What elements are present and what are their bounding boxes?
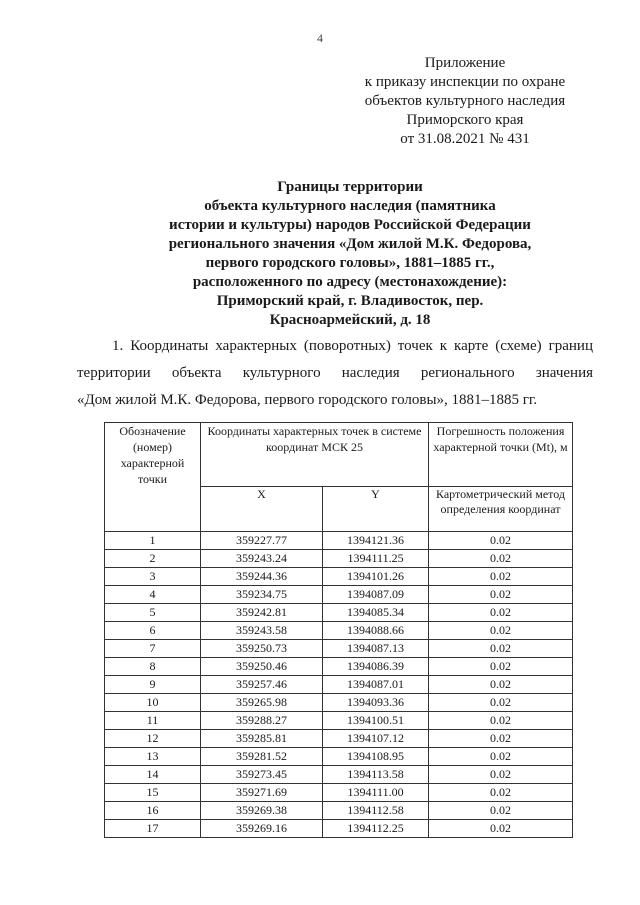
table-row xyxy=(105,766,573,784)
cell-point-number: 15 xyxy=(105,784,201,802)
title-line: Границы территории xyxy=(277,179,423,195)
header-method: Картометрический метод определения координат xyxy=(429,487,573,532)
cell-y: 1394087.13 xyxy=(323,640,429,658)
cell-y: 1394100.51 xyxy=(323,712,429,730)
cell-y: 1394108.95 xyxy=(323,748,429,766)
cell-point-number: 4 xyxy=(105,586,201,604)
table-body xyxy=(105,532,573,838)
table-row xyxy=(105,532,573,550)
cell-x: 359234.75 xyxy=(201,586,323,604)
title-line: Приморский край, г. Владивосток, пер. xyxy=(216,293,484,309)
cell-point-number: 17 xyxy=(105,820,201,838)
appendix-line: от 31.08.2021 № 431 xyxy=(400,131,530,147)
header-coordinates: Координаты характерных точек в системе координат МСК 25 xyxy=(201,423,429,487)
cell-x: 359242.81 xyxy=(201,604,323,622)
table-row xyxy=(105,748,573,766)
appendix-line: к приказу инспекции по охране xyxy=(364,74,566,90)
cell-x: 359227.77 xyxy=(201,532,323,550)
table-row xyxy=(105,604,573,622)
cell-x: 359265.98 xyxy=(201,694,323,712)
title-line: регионального значения «Дом жилой М.К. Федорова, xyxy=(168,236,532,252)
cell-point-number: 16 xyxy=(105,802,201,820)
header-point-number: Обозначение (номер) характерной точки xyxy=(105,423,201,532)
cell-x: 359243.24 xyxy=(201,550,323,568)
cell-error: 0.02 xyxy=(429,820,573,838)
paragraph-line: территории объекта культурного наследия регионального значения xyxy=(77,365,593,381)
document-title xyxy=(150,178,550,330)
coordinates-table xyxy=(104,422,573,838)
cell-error: 0.02 xyxy=(429,712,573,730)
header-error: Погрешность положения характерной точки (Mt), м xyxy=(429,423,573,487)
title-line: расположенного по адресу (местонахождение): xyxy=(192,274,508,290)
cell-error: 0.02 xyxy=(429,748,573,766)
cell-x: 359243.58 xyxy=(201,622,323,640)
cell-point-number: 8 xyxy=(105,658,201,676)
cell-y: 1394112.25 xyxy=(323,820,429,838)
cell-error: 0.02 xyxy=(429,676,573,694)
paragraph-line: 1. Координаты характерных (поворотных) точек к карте (схеме) границ xyxy=(112,338,593,354)
cell-x: 359257.46 xyxy=(201,676,323,694)
cell-y: 1394111.25 xyxy=(323,550,429,568)
cell-error: 0.02 xyxy=(429,568,573,586)
cell-y: 1394121.36 xyxy=(323,532,429,550)
table-row xyxy=(105,802,573,820)
body-paragraph xyxy=(77,333,593,414)
cell-point-number: 2 xyxy=(105,550,201,568)
cell-y: 1394086.39 xyxy=(323,658,429,676)
cell-point-number: 7 xyxy=(105,640,201,658)
cell-x: 359288.27 xyxy=(201,712,323,730)
cell-point-number: 9 xyxy=(105,676,201,694)
paragraph-line: «Дом жилой М.К. Федорова, первого городского головы», 1881–1885 гг. xyxy=(77,392,538,408)
cell-x: 359281.52 xyxy=(201,748,323,766)
cell-error: 0.02 xyxy=(429,784,573,802)
cell-error: 0.02 xyxy=(429,550,573,568)
table-row xyxy=(105,712,573,730)
cell-y: 1394101.26 xyxy=(323,568,429,586)
cell-y: 1394112.58 xyxy=(323,802,429,820)
page-number: 4 xyxy=(317,31,323,45)
cell-x: 359285.81 xyxy=(201,730,323,748)
table-row xyxy=(105,730,573,748)
cell-x: 359250.73 xyxy=(201,640,323,658)
appendix-block xyxy=(340,54,590,149)
header-y: Y xyxy=(323,487,429,532)
cell-y: 1394107.12 xyxy=(323,730,429,748)
cell-point-number: 11 xyxy=(105,712,201,730)
table-row xyxy=(105,586,573,604)
cell-point-number: 12 xyxy=(105,730,201,748)
cell-y: 1394111.00 xyxy=(323,784,429,802)
cell-x: 359269.16 xyxy=(201,820,323,838)
cell-error: 0.02 xyxy=(429,586,573,604)
cell-x: 359244.36 xyxy=(201,568,323,586)
appendix-line: объектов культурного наследия xyxy=(364,93,566,109)
title-line: истории и культуры) народов Российской Федерации xyxy=(169,217,531,233)
cell-x: 359271.69 xyxy=(201,784,323,802)
table-row xyxy=(105,694,573,712)
table-row xyxy=(105,784,573,802)
cell-y: 1394087.01 xyxy=(323,676,429,694)
title-line: Красноармейский, д. 18 xyxy=(269,312,431,328)
cell-point-number: 1 xyxy=(105,532,201,550)
table-row xyxy=(105,658,573,676)
cell-error: 0.02 xyxy=(429,640,573,658)
table-row xyxy=(105,820,573,838)
title-line: первого городского головы», 1881–1885 гг., xyxy=(205,255,495,271)
cell-y: 1394087.09 xyxy=(323,586,429,604)
table-row xyxy=(105,550,573,568)
cell-y: 1394113.58 xyxy=(323,766,429,784)
header-x: X xyxy=(201,487,323,532)
cell-point-number: 13 xyxy=(105,748,201,766)
cell-error: 0.02 xyxy=(429,766,573,784)
table-row xyxy=(105,676,573,694)
cell-error: 0.02 xyxy=(429,604,573,622)
cell-x: 359250.46 xyxy=(201,658,323,676)
cell-error: 0.02 xyxy=(429,730,573,748)
cell-error: 0.02 xyxy=(429,532,573,550)
table-row xyxy=(105,568,573,586)
cell-error: 0.02 xyxy=(429,802,573,820)
cell-point-number: 10 xyxy=(105,694,201,712)
cell-x: 359273.45 xyxy=(201,766,323,784)
appendix-line: Приморского края xyxy=(406,112,524,128)
cell-x: 359269.38 xyxy=(201,802,323,820)
cell-point-number: 3 xyxy=(105,568,201,586)
cell-y: 1394088.66 xyxy=(323,622,429,640)
cell-error: 0.02 xyxy=(429,694,573,712)
cell-y: 1394085.34 xyxy=(323,604,429,622)
appendix-line: Приложение xyxy=(424,55,506,71)
cell-point-number: 6 xyxy=(105,622,201,640)
cell-error: 0.02 xyxy=(429,658,573,676)
table-row xyxy=(105,640,573,658)
cell-y: 1394093.36 xyxy=(323,694,429,712)
cell-point-number: 5 xyxy=(105,604,201,622)
table-row xyxy=(105,622,573,640)
cell-error: 0.02 xyxy=(429,622,573,640)
title-line: объекта культурного наследия (памятника xyxy=(204,198,496,214)
cell-point-number: 14 xyxy=(105,766,201,784)
